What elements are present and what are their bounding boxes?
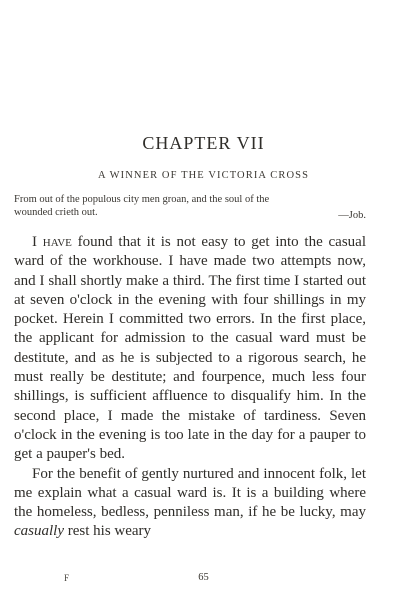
body-paragraph-2 <box>14 465 366 542</box>
epigraph-line-2: wounded crieth out. <box>14 207 98 218</box>
page-number: 65 <box>198 572 209 583</box>
epigraph <box>14 193 366 220</box>
epigraph-line-1: From out of the populous city men groan, and the soul of the <box>14 194 270 205</box>
body-paragraph-1 <box>14 233 366 465</box>
chapter-body <box>14 233 366 542</box>
opening-words: I have <box>32 234 72 250</box>
paragraph-2-text-start: For the benefit of gently nurtured and innocent folk, let me explain what a casual ward is. It is a building where the homeless, bedless, penniless man, if he be lucky, may <box>14 465 366 521</box>
paragraph-2-italic-word: casually <box>14 523 64 540</box>
chapter-subtitle: A WINNER OF THE VICTORIA CROSS <box>97 170 310 181</box>
paragraph-1-text: found that it is not easy to get into the casual ward of the workhouse. I have made two attempts now, and I shall shortly make a third. The first time I started out at seven o'clock in the evening with four shillings in my pocket. Herein I committed two errors. In the first place, the applicant for admission to the casual ward must be destitute, and as he is subjected to a rigorous search, he must really be destitute; and fourpence, much less four shillings, is sufficient affluence to disqualify him. In the second place, I made the mistake of tardiness. Seven o'clock in the evening is too late in the day for a pauper to get a pauper's bed. <box>14 234 366 463</box>
paragraph-2-text-end: rest his weary <box>64 523 152 540</box>
signature-mark: F <box>64 573 70 583</box>
chapter-title: CHAPTER VII <box>142 133 265 153</box>
epigraph-attribution: —Job. <box>338 210 366 221</box>
epigraph-line-2-row <box>14 206 366 220</box>
